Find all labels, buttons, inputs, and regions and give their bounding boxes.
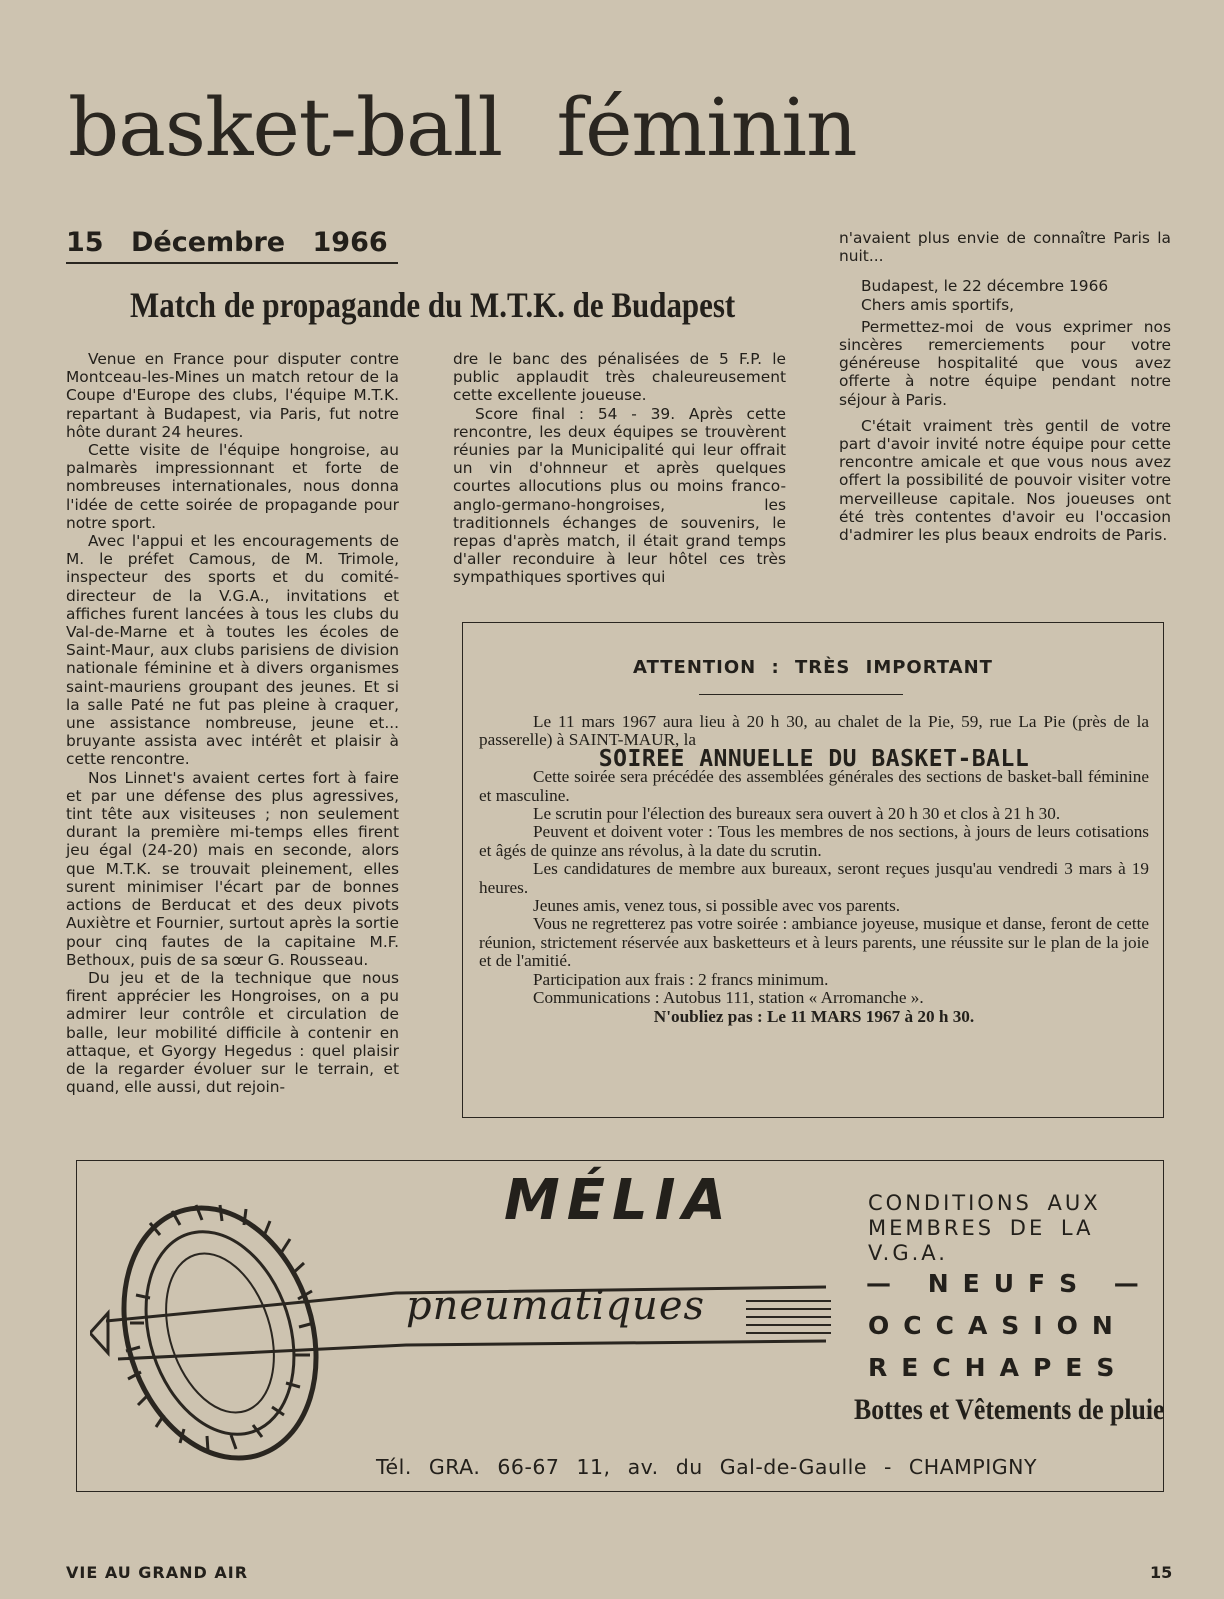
notice-intro: Le 11 mars 1967 aura lieu à 20 h 30, au chalet de la Pie, 59, rue La Pie (près de la passerelle) à SAINT-MAUR, la — [479, 712, 1149, 750]
article-date: 15 Décembre 1966 — [66, 228, 398, 264]
article-column-3 — [839, 229, 1171, 544]
notice-event-title: SOIREE ANNUELLE DU BASKET-BALL — [598, 745, 1030, 772]
ad-rechapes: RECHAPES — [868, 1353, 1129, 1382]
paragraph: Cette visite de l'équipe hongroise, au palmarès impressionnant et forte de nombreuses internationales, nous donna l'idée de cette soirée de propagande pour notre sport. — [66, 441, 399, 532]
ad-tagline: pneumatiques — [406, 1283, 706, 1329]
notice-line: Les candidatures de membre aux bureaux, seront reçues jusqu'au vendredi 3 mars à 19 heures. — [479, 859, 1149, 897]
notice-line: Peuvent et doivent voter : Tous les membres de nos sections, à jours de leurs cotisations et âgés de quinze ans révolus, à la date du scrutin. — [479, 822, 1149, 860]
notice-heading: ATTENTION : TRÈS IMPORTANT — [633, 657, 993, 678]
ad-occasion: OCCASION — [868, 1311, 1127, 1340]
notice-line: Jeunes amis, venez tous, si possible avec vos parents. — [533, 896, 901, 916]
page-title: basket-ball féminin — [68, 81, 857, 174]
ad-contact: Tél. GRA. 66-67 11, av. du Gal-de-Gaulle - CHAMPIGNY — [376, 1455, 1038, 1479]
notice-reminder: N'oubliez pas : Le 11 MARS 1967 à 20 h 30. — [653, 1006, 975, 1026]
paragraph: Du jeu et de la technique que nous firent apprécier les Hongroises, on a pu admirer leur contrôle et circulation de balle, leur mobilité difficile à contenir en attaque, et Gyorgy Hegedus : quel plaisir de la regarder évoluer sur le terrain, et quand, elle aussi, dut rejoin- — [66, 968, 399, 1097]
paragraph: Venue en France pour disputer contre Montceau-les-Mines un match retour de la Coupe d'Europe des clubs, l'équipe M.T.K. repartant à Budapest, via Paris, fut notre hôte durant 24 heures. — [66, 350, 399, 441]
ad-brand: MÉLIA — [504, 1168, 733, 1233]
paragraph: Nos Linnet's avaient certes fort à faire et par une défense des plus agressives, tint tête aux visiteuses ; non seulement durant la première mi-temps elles firent jeu égal (24-20) mais en seconde, alors que M.T.K. se trouvait pleinement, elles surent minimiser l'écart par de bonnes actions de Berducat et des deux pivots Auxiètre et Fournier, surtout après la sortie pour cinq fautes de la capitaine M.F. Bethoux, puis de sa sœur G. Rousseau. — [66, 768, 400, 969]
important-notice-box — [462, 622, 1164, 1118]
ad-neufs: — NEUFS — — [866, 1269, 1153, 1298]
publication-name: VIE AU GRAND AIR — [66, 1563, 249, 1582]
page-number: 15 — [1150, 1563, 1173, 1582]
paragraph: Score final : 54 - 39. Après cette rencontre, les deux équipes se trouvèrent réunies par la Municipalité qui leur offrait un vin d'ohnneur et après quelques courtes allocutions plus ou moins franco-anglo-germano-hongroises, les traditionnels échanges de souvenirs, le repas d'après match, il était grand temps d'aller reconduire à leur hôtel ces très sympathiques sportives qui — [453, 404, 786, 587]
letter-paragraph: Permettez-moi de vous exprimer nos sincères remerciements pour votre généreuse hospitalité que vous avez offerte à notre équipe pendant notre séjour à Paris. — [839, 317, 1171, 409]
notice-line: Communications : Autobus 111, station « Arromanche ». — [533, 988, 924, 1008]
ad-conditions — [868, 1191, 1164, 1266]
ad-conditions-line: CONDITIONS AUX — [868, 1191, 1101, 1215]
paragraph: n'avaient plus envie de connaître Paris la nuit... — [839, 229, 1171, 266]
notice-line: Participation aux frais : 2 francs minimum. — [533, 969, 829, 989]
paragraph: Avec l'appui et les encouragements de M. le préfet Camous, de M. Trimole, inspecteur des sports et du comité-directeur de la V.G.A., invitations et affiches furent lancées à tous les clubs du Val-de-Marne et à toutes les écoles de Saint-Maur, aux clubs parisiens de division nationale féminine et à divers organismes saint-mauriens groupant des jeunes. Et si la salle Paté ne fut pas pleine à craquer, une assistance nombreuse, jeune et... bruyante assista avec intérêt et plaisir à cette rencontre. — [66, 532, 399, 769]
ad-boots: Bottes et Vêtements de pluie — [854, 1393, 1165, 1426]
letter-salutation: Chers amis sportifs, — [861, 295, 1014, 314]
advertisement-melia — [76, 1160, 1164, 1492]
ad-border-left — [76, 1161, 77, 1491]
notice-line: Vous ne regretterez pas votre soirée : ambiance joyeuse, musique et danse, feront de cette réunion, strictement réservée aux basketteurs et à leurs parents, une réussite sur le plan de la joie et de l'amitié. — [479, 914, 1149, 971]
ad-conditions-line: MEMBRES DE LA V.G.A. — [868, 1216, 1094, 1265]
notice-divider — [699, 694, 903, 695]
article-column-1 — [66, 350, 399, 1096]
notice-line: Le scrutin pour l'élection des bureaux sera ouvert à 20 h 30 et clos à 21 h 30. — [533, 804, 1061, 824]
letter-paragraph: C'était vraiment très gentil de votre part d'avoir invité notre équipe pour cette rencontre amicale et que vous nous avez offert la possibilité de pouvoir visiter votre merveilleuse capitale. Nos joueuses ont été très contentes d'avoir eu l'occasion d'admirer les plus beaux endroits de Paris. — [839, 416, 1171, 545]
letter-place-date: Budapest, le 22 décembre 1966 — [861, 277, 1109, 296]
paragraph: dre le banc des pénalisées de 5 F.P. le public applaudit très chaleureusement cette excellente joueuse. — [453, 350, 786, 405]
article-headline: Match de propagande du M.T.K. de Budapest — [130, 285, 736, 325]
notice-body — [479, 713, 1149, 1026]
article-column-2 — [453, 350, 786, 587]
notice-line: Cette soirée sera précédée des assemblées générales des sections de basket-ball féminine et masculine. — [479, 767, 1149, 805]
